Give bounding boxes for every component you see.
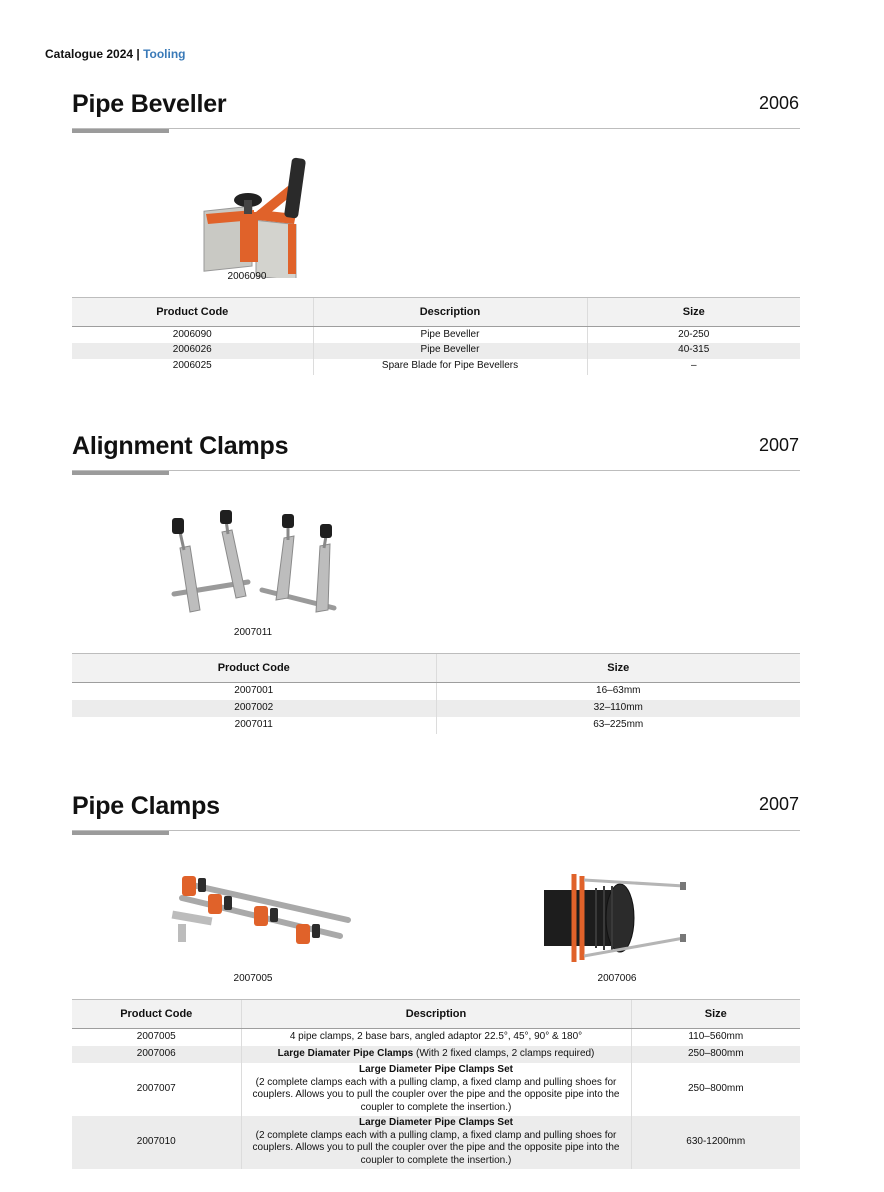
- size-cell: 250–800mm: [631, 1046, 800, 1063]
- table-row: [72, 327, 800, 343]
- column-header: Product Code: [72, 1000, 241, 1029]
- section-divider-accent: [72, 129, 169, 133]
- table-row: [72, 343, 800, 359]
- size-cell: 250–800mm: [631, 1063, 800, 1116]
- table-row: [72, 683, 800, 700]
- size-cell: 40-315: [587, 343, 800, 359]
- table-row: [72, 717, 800, 734]
- column-header: Product Code: [72, 298, 313, 327]
- product-code-cell: 2007005: [136, 1031, 176, 1042]
- product-code-cell: 2007002: [72, 700, 436, 717]
- description-cell: [241, 1116, 631, 1169]
- large-pipe-clamps-image: [544, 866, 690, 975]
- section-divider-accent: [72, 831, 169, 835]
- section-divider-accent: [72, 471, 169, 475]
- pipe-beveller-image: [196, 152, 312, 283]
- pipe-clamps-image: [168, 870, 354, 955]
- size-cell: 16–63mm: [436, 683, 800, 700]
- description-title: Large Diameter Pipe Clamps Set: [359, 1117, 513, 1128]
- pipe-beveller-table: [72, 297, 800, 375]
- table-row: [72, 359, 800, 375]
- image-caption: 2006090: [227, 271, 267, 282]
- description-text: (With 2 fixed clamps, 2 clamps required): [413, 1047, 595, 1059]
- product-code-cell: 2007001: [234, 685, 274, 696]
- section-title-pipe-beveller: Pipe Beveller: [72, 90, 227, 118]
- section-title-alignment-clamps: Alignment Clamps: [72, 432, 289, 460]
- image-caption: 2007005: [233, 973, 273, 984]
- section-number-alignment-clamps: 2007: [758, 435, 799, 455]
- size-cell: 630-1200mm: [631, 1116, 800, 1169]
- description-cell: Pipe Beveller: [313, 343, 587, 359]
- size-cell: 32–110mm: [436, 700, 800, 717]
- size-cell: 110–560mm: [631, 1029, 800, 1046]
- page-header: [45, 47, 186, 61]
- column-header: Description: [241, 1000, 631, 1029]
- column-header: Size: [587, 298, 800, 327]
- product-code-cell: 2007006: [72, 1046, 241, 1063]
- product-code-cell: 2007010: [72, 1116, 241, 1169]
- description-text: (2 complete clamps each with a pulling clamp, a fixed clamp and pulling shoes for couplers. Allows you to pull the coupler over the pipe and the opposite pipe into the coupler to complete the insertion.): [252, 1076, 620, 1113]
- image-caption: 2007011: [233, 627, 273, 638]
- size-cell: 63–225mm: [436, 717, 800, 734]
- table-row: [72, 1063, 800, 1116]
- size-cell: –: [587, 359, 800, 375]
- description-title: Large Diamater Pipe Clamps: [277, 1047, 414, 1059]
- table-row: [72, 1116, 800, 1169]
- product-code-cell: 2006090: [172, 328, 212, 340]
- product-code-cell: 2006025: [172, 360, 212, 372]
- description-cell: Spare Blade for Pipe Bevellers: [313, 359, 587, 375]
- description-cell: [241, 1029, 631, 1046]
- section-divider: [72, 470, 800, 471]
- catalogue-label: Catalogue 2024: [45, 47, 134, 61]
- column-header: Size: [631, 1000, 800, 1029]
- table-row: [72, 700, 800, 717]
- column-header: Size: [436, 654, 800, 683]
- description-title: Large Diameter Pipe Clamps Set: [359, 1064, 513, 1075]
- column-header: Description: [313, 298, 587, 327]
- product-code-cell: 2007007: [136, 1082, 176, 1094]
- section-divider: [72, 830, 800, 831]
- description-cell: [241, 1046, 631, 1063]
- alignment-clamps-table: [72, 653, 800, 734]
- image-caption: 2007006: [597, 973, 637, 984]
- section-label: Tooling: [143, 47, 186, 61]
- description-text: 4 pipe clamps, 2 base bars, angled adaptor 22.5°, 45°, 90° & 180°: [289, 1031, 583, 1042]
- table-row: [72, 1046, 800, 1063]
- size-cell: 20-250: [587, 327, 800, 343]
- table-row: [72, 1029, 800, 1046]
- section-number-pipe-clamps: 2007: [758, 794, 799, 814]
- description-cell: [241, 1063, 631, 1116]
- product-code-cell: 2006026: [72, 343, 313, 359]
- section-divider: [72, 128, 800, 129]
- description-cell: Pipe Beveller: [313, 327, 587, 343]
- alignment-clamps-image: [166, 498, 342, 633]
- product-code-cell: 2007011: [234, 718, 273, 730]
- header-separator: |: [133, 47, 144, 61]
- section-number-pipe-beveller: 2006: [758, 93, 799, 113]
- description-text: (2 complete clamps each with a pulling clamp, a fixed clamp and pulling shoes for couplers. Allows you to pull the coupler over the pipe and the opposite pipe into the coupler to complete the insertion.): [252, 1129, 620, 1166]
- column-header: Product Code: [72, 654, 436, 683]
- section-title-pipe-clamps: Pipe Clamps: [72, 792, 220, 820]
- pipe-clamps-table: [72, 999, 800, 1169]
